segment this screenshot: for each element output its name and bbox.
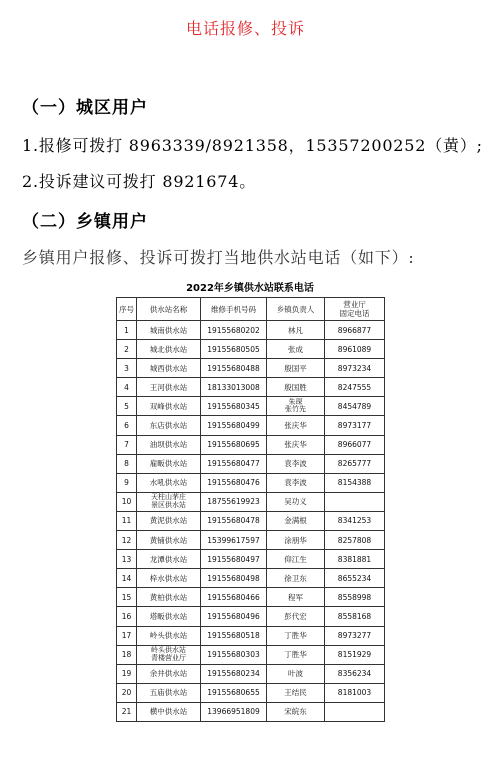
cell-index: 19 [117, 664, 137, 683]
cell-station-name: 黄铺供水站 [137, 531, 201, 550]
cell-manager: 金满根 [267, 511, 325, 530]
cell-station-name: 东店供水站 [137, 416, 201, 435]
cell-mobile: 19155680497 [201, 550, 267, 569]
cell-station-name: 岭头供水站 青楼营业厅 [137, 645, 201, 664]
cell-mobile: 19155680303 [201, 645, 267, 664]
cell-manager: 涂朋华 [267, 531, 325, 550]
cell-landline: 8257808 [325, 531, 385, 550]
cell-index: 9 [117, 473, 137, 492]
cell-index: 20 [117, 683, 137, 702]
cell-manager: 朱琛 张竹先 [267, 397, 325, 416]
cell-index: 15 [117, 588, 137, 607]
cell-mobile: 19155680655 [201, 683, 267, 702]
cell-station-name: 横中供水站 [137, 702, 201, 721]
cell-index: 7 [117, 435, 137, 454]
cell-manager: 仰江生 [267, 550, 325, 569]
cell-mobile: 13966951809 [201, 702, 267, 721]
cell-station-name: 黄泥供水站 [137, 511, 201, 530]
cell-mobile: 19155680478 [201, 511, 267, 530]
header-mobile: 维修手机号码 [201, 298, 267, 321]
cell-index: 12 [117, 531, 137, 550]
cell-landline: 8966077 [325, 435, 385, 454]
cell-station-name: 塔畈供水站 [137, 607, 201, 626]
cell-manager: 程军 [267, 588, 325, 607]
cell-landline: 8558168 [325, 607, 385, 626]
town-intro-line: 乡镇用户报修、投诉可拨打当地供水站电话（如下）: [22, 248, 415, 267]
cell-landline: 8154388 [325, 473, 385, 492]
cell-manager: 袁李波 [267, 454, 325, 473]
cell-manager: 张庆华 [267, 416, 325, 435]
cell-mobile: 18755619923 [201, 492, 267, 511]
cell-landline: 8265777 [325, 454, 385, 473]
table-row [117, 511, 385, 530]
header-index: 序号 [117, 298, 137, 321]
cell-landline: 8558998 [325, 588, 385, 607]
cell-mobile: 19155680345 [201, 397, 267, 416]
cell-landline [325, 492, 385, 511]
cell-mobile: 19155680477 [201, 454, 267, 473]
cell-landline: 8381881 [325, 550, 385, 569]
cell-index: 6 [117, 416, 137, 435]
cell-station-name: 城北供水站 [137, 340, 201, 359]
city-repair-line: 1.报修可拨打 8963339/8921358，15357200252（黄）; [22, 136, 483, 155]
cell-landline: 8966877 [325, 321, 385, 340]
cell-mobile: 19155680488 [201, 359, 267, 378]
cell-landline: 8973234 [325, 359, 385, 378]
table-row [117, 473, 385, 492]
cell-manager: 袁李波 [267, 473, 325, 492]
table-row [117, 397, 385, 416]
cell-manager: 殷国平 [267, 359, 325, 378]
cell-manager: 彭代宏 [267, 607, 325, 626]
cell-station-name: 油坝供水站 [137, 435, 201, 454]
table-header-row [117, 298, 385, 321]
cell-mobile: 19155680234 [201, 664, 267, 683]
table-row [117, 359, 385, 378]
cell-landline: 8973177 [325, 416, 385, 435]
cell-landline: 8655234 [325, 569, 385, 588]
cell-manager: 徐卫东 [267, 569, 325, 588]
cell-index: 1 [117, 321, 137, 340]
cell-mobile: 15399617597 [201, 531, 267, 550]
table-row [117, 683, 385, 702]
cell-station-name: 城西供水站 [137, 359, 201, 378]
cell-landline: 8181003 [325, 683, 385, 702]
cell-index: 21 [117, 702, 137, 721]
cell-landline: 8356234 [325, 664, 385, 683]
cell-manager: 张成 [267, 340, 325, 359]
cell-index: 18 [117, 645, 137, 664]
cell-manager: 叶波 [267, 664, 325, 683]
cell-index: 16 [117, 607, 137, 626]
cell-mobile: 19155680695 [201, 435, 267, 454]
cell-mobile: 19155680505 [201, 340, 267, 359]
cell-index: 17 [117, 626, 137, 645]
cell-index: 5 [117, 397, 137, 416]
cell-station-name: 城南供水站 [137, 321, 201, 340]
table-row [117, 645, 385, 664]
cell-manager: 吴功义 [267, 492, 325, 511]
page-title: 电话报修、投诉 [185, 19, 305, 38]
table-caption: 2022年乡镇供水站联系电话 [186, 283, 314, 294]
table-row [117, 626, 385, 645]
header-station-name: 供水站名称 [137, 298, 201, 321]
cell-index: 3 [117, 359, 137, 378]
cell-index: 10 [117, 492, 137, 511]
city-complaint-line: 2.投诉建议可拨打 8921674。 [22, 172, 257, 191]
cell-station-name: 余井供水站 [137, 664, 201, 683]
cell-landline: 8247555 [325, 378, 385, 397]
water-station-table-container [116, 281, 384, 722]
header-landline: 营业厅 固定电话 [325, 298, 385, 321]
section-heading-town: （二）乡镇用户 [22, 212, 148, 232]
cell-station-name: 梓水供水站 [137, 569, 201, 588]
cell-index: 13 [117, 550, 137, 569]
table-row [117, 531, 385, 550]
cell-index: 8 [117, 454, 137, 473]
cell-mobile: 19155680202 [201, 321, 267, 340]
cell-mobile: 19155680476 [201, 473, 267, 492]
table-row [117, 340, 385, 359]
cell-landline: 8961089 [325, 340, 385, 359]
cell-index: 4 [117, 378, 137, 397]
cell-station-name: 王河供水站 [137, 378, 201, 397]
cell-station-name: 水吼供水站 [137, 473, 201, 492]
cell-index: 2 [117, 340, 137, 359]
cell-manager: 张庆华 [267, 435, 325, 454]
table-row [117, 492, 385, 511]
cell-mobile: 19155680518 [201, 626, 267, 645]
table-row [117, 454, 385, 473]
cell-station-name: 雇畈供水站 [137, 454, 201, 473]
cell-landline: 8341253 [325, 511, 385, 530]
header-manager: 乡镇负责人 [267, 298, 325, 321]
cell-landline [325, 702, 385, 721]
cell-station-name: 天柱山茅庄 景区供水站 [137, 492, 201, 511]
table-row [117, 569, 385, 588]
cell-manager: 丁胜华 [267, 626, 325, 645]
cell-mobile: 18133013008 [201, 378, 267, 397]
table-row [117, 435, 385, 454]
cell-manager: 宋皖东 [267, 702, 325, 721]
table-row [117, 664, 385, 683]
cell-index: 14 [117, 569, 137, 588]
table-row [117, 321, 385, 340]
cell-station-name: 龙潭供水站 [137, 550, 201, 569]
table-row [117, 607, 385, 626]
table-row [117, 416, 385, 435]
cell-manager: 丁胜华 [267, 645, 325, 664]
cell-station-name: 黄柏供水站 [137, 588, 201, 607]
cell-manager: 殷国胜 [267, 378, 325, 397]
cell-landline: 8973277 [325, 626, 385, 645]
table-body [117, 321, 385, 722]
cell-mobile: 19155680466 [201, 588, 267, 607]
water-station-table [116, 297, 385, 722]
table-row [117, 378, 385, 397]
cell-index: 11 [117, 511, 137, 530]
cell-mobile: 19155680496 [201, 607, 267, 626]
cell-landline: 8151929 [325, 645, 385, 664]
table-row [117, 550, 385, 569]
section-heading-city: （一）城区用户 [22, 98, 148, 118]
cell-mobile: 19155680498 [201, 569, 267, 588]
table-row [117, 702, 385, 721]
cell-station-name: 五庙供水站 [137, 683, 201, 702]
cell-landline: 8454789 [325, 397, 385, 416]
cell-station-name: 岭头供水站 [137, 626, 201, 645]
cell-mobile: 19155680499 [201, 416, 267, 435]
cell-station-name: 双峰供水站 [137, 397, 201, 416]
table-row [117, 588, 385, 607]
cell-manager: 林凡 [267, 321, 325, 340]
cell-manager: 王结民 [267, 683, 325, 702]
